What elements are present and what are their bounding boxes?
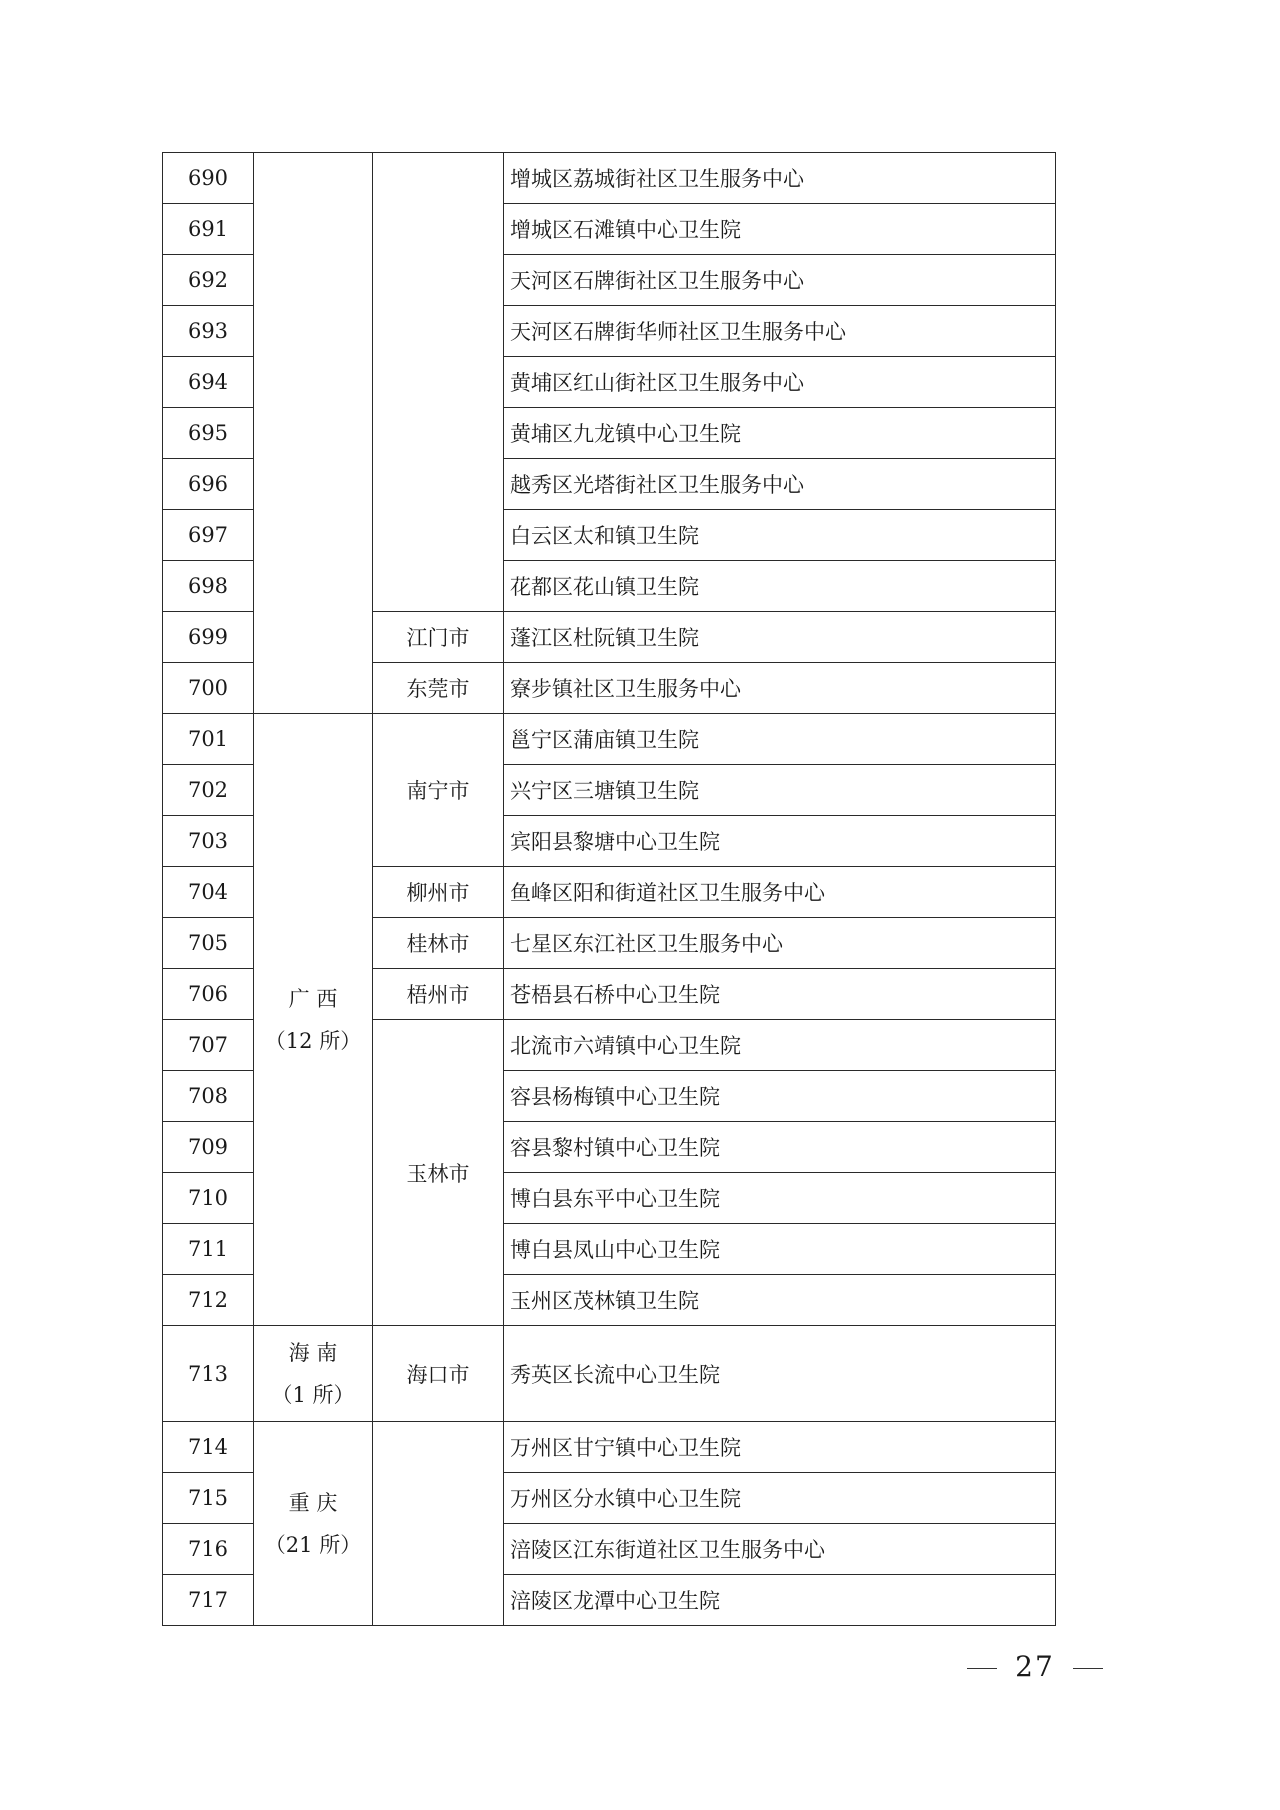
institution-name: 宾阳县黎塘中心卫生院 bbox=[504, 816, 1056, 867]
institution-name: 鱼峰区阳和街道社区卫生服务中心 bbox=[504, 867, 1056, 918]
province-count: （12 所） bbox=[264, 1028, 362, 1053]
institution-name: 天河区石牌街社区卫生服务中心 bbox=[504, 255, 1056, 306]
row-number: 704 bbox=[163, 867, 254, 918]
institution-name: 增城区荔城街社区卫生服务中心 bbox=[504, 153, 1056, 204]
province-cell-empty bbox=[254, 153, 373, 714]
institution-name: 七星区东江社区卫生服务中心 bbox=[504, 918, 1056, 969]
city-cell: 东莞市 bbox=[373, 663, 504, 714]
institution-name: 黄埔区红山街社区卫生服务中心 bbox=[504, 357, 1056, 408]
page-number-value: 27 bbox=[1015, 1650, 1055, 1683]
institution-name: 兴宁区三塘镇卫生院 bbox=[504, 765, 1056, 816]
institution-name: 黄埔区九龙镇中心卫生院 bbox=[504, 408, 1056, 459]
city-cell-empty bbox=[373, 153, 504, 612]
city-cell: 海口市 bbox=[373, 1326, 504, 1422]
row-number: 698 bbox=[163, 561, 254, 612]
row-number: 709 bbox=[163, 1122, 254, 1173]
institution-name: 北流市六靖镇中心卫生院 bbox=[504, 1020, 1056, 1071]
row-number: 690 bbox=[163, 153, 254, 204]
row-number: 706 bbox=[163, 969, 254, 1020]
city-cell: 玉林市 bbox=[373, 1020, 504, 1326]
row-number: 713 bbox=[163, 1326, 254, 1422]
row-number: 707 bbox=[163, 1020, 254, 1071]
institution-name: 涪陵区龙潭中心卫生院 bbox=[504, 1575, 1056, 1626]
province-name: 海 南 bbox=[288, 1340, 338, 1365]
province-name: 重 庆 bbox=[288, 1490, 338, 1515]
institution-name: 邕宁区蒲庙镇卫生院 bbox=[504, 714, 1056, 765]
row-number: 693 bbox=[163, 306, 254, 357]
province-name: 广 西 bbox=[288, 986, 338, 1011]
province-count: （1 所） bbox=[271, 1382, 355, 1407]
row-number: 715 bbox=[163, 1473, 254, 1524]
row-number: 712 bbox=[163, 1275, 254, 1326]
row-number: 703 bbox=[163, 816, 254, 867]
row-number: 708 bbox=[163, 1071, 254, 1122]
institution-name: 容县杨梅镇中心卫生院 bbox=[504, 1071, 1056, 1122]
institution-name: 增城区石滩镇中心卫生院 bbox=[504, 204, 1056, 255]
institution-name: 涪陵区江东街道社区卫生服务中心 bbox=[504, 1524, 1056, 1575]
row-number: 700 bbox=[163, 663, 254, 714]
province-count: （21 所） bbox=[264, 1532, 362, 1557]
table-row bbox=[163, 714, 1056, 765]
institution-name: 玉州区茂林镇卫生院 bbox=[504, 1275, 1056, 1326]
row-number: 695 bbox=[163, 408, 254, 459]
institution-name: 寮步镇社区卫生服务中心 bbox=[504, 663, 1056, 714]
institution-name: 万州区分水镇中心卫生院 bbox=[504, 1473, 1056, 1524]
city-cell-empty bbox=[373, 1422, 504, 1626]
province-cell-guangxi bbox=[254, 714, 373, 1326]
institution-name: 花都区花山镇卫生院 bbox=[504, 561, 1056, 612]
province-cell-hainan bbox=[254, 1326, 373, 1422]
row-number: 716 bbox=[163, 1524, 254, 1575]
institution-name: 越秀区光塔街社区卫生服务中心 bbox=[504, 459, 1056, 510]
table-row bbox=[163, 1422, 1056, 1473]
city-cell: 南宁市 bbox=[373, 714, 504, 867]
row-number: 717 bbox=[163, 1575, 254, 1626]
institution-name: 博白县东平中心卫生院 bbox=[504, 1173, 1056, 1224]
row-number: 710 bbox=[163, 1173, 254, 1224]
row-number: 701 bbox=[163, 714, 254, 765]
institution-name: 容县黎村镇中心卫生院 bbox=[504, 1122, 1056, 1173]
row-number: 691 bbox=[163, 204, 254, 255]
city-cell: 梧州市 bbox=[373, 969, 504, 1020]
city-cell: 柳州市 bbox=[373, 867, 504, 918]
institution-name: 白云区太和镇卫生院 bbox=[504, 510, 1056, 561]
row-number: 694 bbox=[163, 357, 254, 408]
city-cell: 江门市 bbox=[373, 612, 504, 663]
institution-name: 万州区甘宁镇中心卫生院 bbox=[504, 1422, 1056, 1473]
hospital-list-table bbox=[162, 152, 1056, 1626]
row-number: 692 bbox=[163, 255, 254, 306]
institution-name: 天河区石牌街华师社区卫生服务中心 bbox=[504, 306, 1056, 357]
page-number bbox=[940, 1650, 1130, 1683]
institution-name: 苍梧县石桥中心卫生院 bbox=[504, 969, 1056, 1020]
table-row bbox=[163, 1326, 1056, 1422]
province-cell-chongqing bbox=[254, 1422, 373, 1626]
row-number: 714 bbox=[163, 1422, 254, 1473]
dash-left bbox=[967, 1668, 997, 1669]
table-row bbox=[163, 153, 1056, 204]
dash-right bbox=[1073, 1668, 1103, 1669]
row-number: 705 bbox=[163, 918, 254, 969]
row-number: 702 bbox=[163, 765, 254, 816]
row-number: 699 bbox=[163, 612, 254, 663]
institution-name: 蓬江区杜阮镇卫生院 bbox=[504, 612, 1056, 663]
city-cell: 桂林市 bbox=[373, 918, 504, 969]
institution-name: 博白县凤山中心卫生院 bbox=[504, 1224, 1056, 1275]
institution-name: 秀英区长流中心卫生院 bbox=[504, 1326, 1056, 1422]
row-number: 697 bbox=[163, 510, 254, 561]
row-number: 696 bbox=[163, 459, 254, 510]
row-number: 711 bbox=[163, 1224, 254, 1275]
